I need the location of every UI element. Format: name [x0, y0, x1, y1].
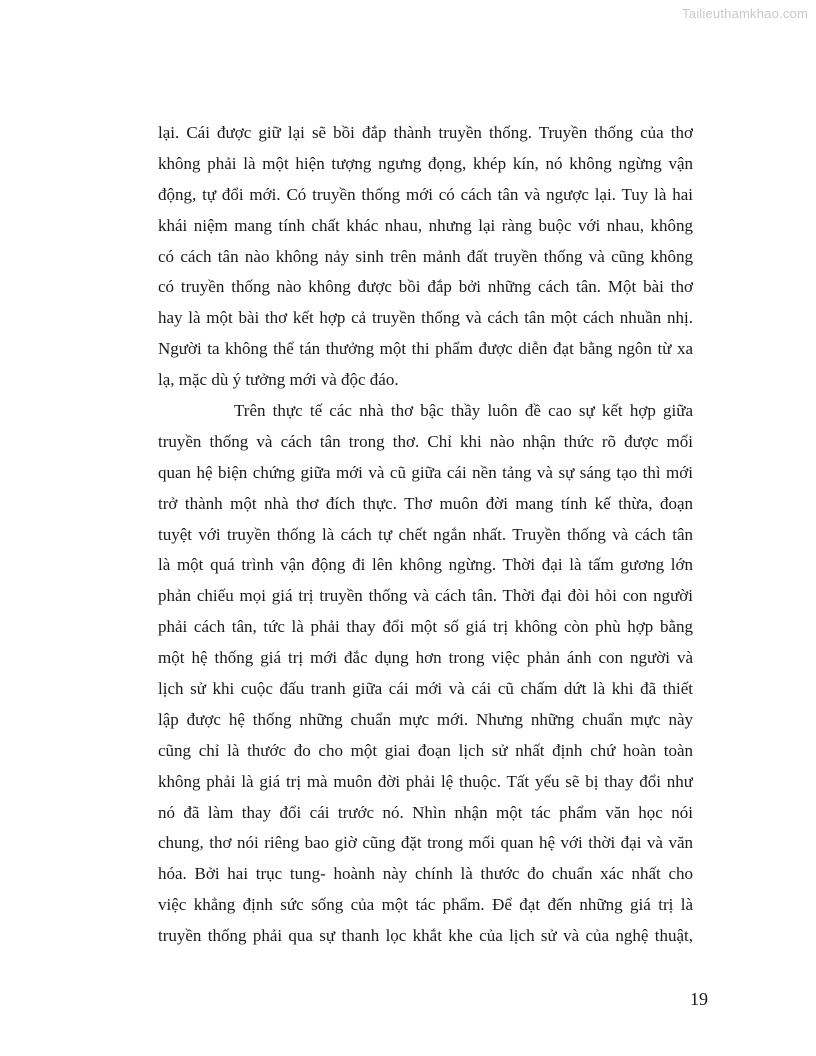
text-line: nó đã làm thay đổi cái trước nó. Nhìn nhận một tác phẩm văn học nói	[158, 802, 693, 822]
text-line: lại. Cái được giữ lại sẽ bồi đắp thành truyền thống. Truyền thống của thơ	[158, 123, 693, 142]
text-line: cũng chỉ là thước đo cho một giai đoạn lịch sử nhất định chứ hoàn toàn	[158, 740, 693, 760]
watermark: Tailieuthamkhao.com	[682, 6, 808, 21]
text-line: Người ta không thể tán thưởng một thi phẩm được diễn đạt bằng ngôn từ xa	[158, 339, 693, 359]
text-line: một hệ thống giá trị mới đắc dụng hơn trong việc phản ánh con người và	[158, 648, 693, 668]
text-line: hóa. Bởi hai trục tung- hoành này chính là thước đo chuẩn xác nhất cho	[158, 864, 693, 884]
text-line: khái niệm mang tính chất khác nhau, nhưng lại ràng buộc với nhau, không	[158, 215, 693, 235]
text-line: việc khẳng định sức sống của một tác phẩm. Để đạt đến những giá trị là	[158, 895, 693, 915]
text-line: quan hệ biện chứng giữa mới và cũ giữa cái nền tảng và sự sáng tạo thì mới	[158, 462, 693, 482]
paragraph-1	[158, 118, 693, 396]
text-line: tuyệt với truyền thống là cách tự chết ngắn nhất. Truyền thống và cách tân	[158, 524, 693, 544]
text-line: phản chiếu mọi giá trị truyền thống và cách tân. Thời đại đòi hỏi con người	[158, 586, 693, 606]
text-line: động, tự đổi mới. Có truyền thống mới có cách tân và ngược lại. Tuy là hai	[158, 184, 693, 204]
text-line: là một quá trình vận động đi lên không ngừng. Thời đại là tấm gương lớn	[158, 555, 693, 575]
text-line: Trên thực tế các nhà thơ bậc thầy luôn đề cao sự kết hợp giữa	[234, 401, 693, 421]
text-line: không phải là giá trị mà muôn đời phải lệ thuộc. Tất yếu sẽ bị thay đổi như	[158, 771, 693, 791]
text-line: chung, thơ nói riêng bao giờ cũng đặt trong mối quan hệ với thời đại và văn	[158, 833, 693, 853]
text-line: trở thành một nhà thơ đích thực. Thơ muôn đời mang tính kế thừa, đoạn	[158, 493, 693, 513]
text-line: không phải là một hiện tượng ngưng đọng, khép kín, nó không ngừng vận	[158, 153, 693, 173]
page-number: 19	[690, 989, 708, 1009]
paragraph-2	[158, 396, 693, 952]
text-line: lạ, mặc dù ý tưởng mới và độc đáo.	[158, 370, 399, 390]
text-line: truyền thống và cách tân trong thơ. Chỉ khi nào nhận thức rõ được mối	[158, 431, 693, 451]
document-body	[158, 118, 693, 952]
text-line: lịch sử khi cuộc đấu tranh giữa cái mới và cái cũ chấm dứt là khi đã thiết	[158, 679, 693, 699]
text-line: phải cách tân, tức là phải thay đổi một số giá trị không còn phù hợp bằng	[158, 617, 693, 637]
text-line: lập được hệ thống những chuẩn mực mới. Nhưng những chuẩn mực này	[158, 709, 693, 729]
text-line: truyền thống phải qua sự thanh lọc khắt khe của lịch sử và của nghệ thuật,	[158, 926, 693, 946]
text-line: có cách tân nào không nảy sinh trên mảnh đất truyền thống và cũng không	[158, 246, 693, 266]
text-line: có truyền thống nào không được bồi đắp bởi những cách tân. Một bài thơ	[158, 277, 693, 297]
text-line: hay là một bài thơ kết hợp cả truyền thống và cách tân một cách nhuần nhị.	[158, 308, 693, 328]
